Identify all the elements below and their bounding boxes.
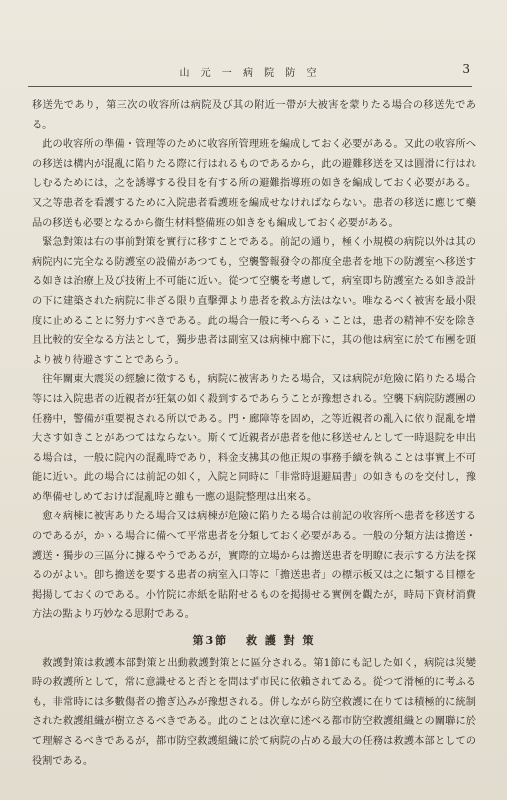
running-header	[28, 56, 472, 87]
section-heading	[32, 631, 476, 651]
paragraph: 緊急對策は右の事前對策を實行に移すことである。前記の通り，極く小規模の病院以外は其の病院内に完全なる防護室の設備があつても，空襲警報發令の都度全患者を地下の防護室へ移送する如きは治療上及び技術上不可能に近い。從つて空襲を考慮して，病室即ち防護室たる如き設計の下に建築された病院に非ざる限り直擊彈より患者を救ふ方法はない。唯なるべく被害を最小限度に止めることに努力すべきである。此の場合一般に考へらるゝことは，患者の精神不安を除き且比較的安全なる方法として，獨步患者は副室又は病棟中廊下に，其の他は病室に於て布團を頭より被り待避さすことであらう。	[32, 237, 476, 366]
paragraph: 移送先であり，第三次の收容所は病院及び其の附近一帶が大被害を蒙りたる場合の移送先である。	[32, 100, 476, 131]
page-number: 3	[462, 62, 470, 76]
paragraph: 救護對策は救護本部對策と出動救護對策とに區分される。第1節にも記した如く，病院は災變時の救護所として，常に意識せると否とを問はず市民に依賴されてゐる。從つて滑極的に考ふるも，非常時には多數傷者の擔ぎ込みが豫想される。併しながら防空救護に在りては積極的に統制された救護組織が樹立さるべきである。此のことは次章に述べる都市防空救護組織との關聯に於て理解さるべきであるが，都市防空救護組織に於て病院の占める最大の任務は救護本部としての役割である。	[32, 657, 476, 767]
section-title: 救 護 對 策	[246, 634, 316, 648]
body-text	[32, 96, 476, 771]
running-title: 山 元 一 病 院 防 空	[179, 68, 321, 79]
section-number: 第3節	[192, 634, 229, 648]
paragraph: 愈々病棟に被害ありたる場合又は病棟が危險に陷りたる場合は前記の收容所へ患者を移送するのであるが，かゝる場合に備へて平常患者を分類しておく必要がある。一般の分類方法は擔送・護送・獨步の三區分に據るやうであるが，實際的立場からは擔送患者を明瞭に表示する方法を探るのがよい。卽ち擔送を要する患者の病室入口等に「擔送患者」の標示板又は之に類する目標を掲揚しておくのである。小竹院に赤紙を貼附せるものを掲揚せる實例を觀たが，時局下資材消費方法の點より巧妙なる思附である。	[32, 511, 476, 621]
paragraph: 此の收容所の準備・管理等のために收容所管理班を編成しておく必要がある。又此の收容所への移送は構内が混亂に陷りたる際に行はれるものであるから，此の避難移送を又は圓滑に行はれしむるためには，之を誘導する役目を有する所の避難指導班の如きを編成しておく必要がある。又之等患者を看護するために入院患者看護班を編成せなければならない。患者の移送に應じて藥品の移送も必要となるから衞生材料整備班の如きをも編成しておく必要がある。	[32, 139, 476, 229]
paragraph: 往年關東大震災の經驗に徵するも，病院に被害ありたる場合，又は病院が危險に陷りたる場合等には入院患者の近親者が狂氣の如く殺到するであらうことが豫想される。空襲下病院防護團の任務中，警備が重要視される所以である。門・廊障等を固め，之等近親者の亂入に依り混亂を增大さす如きことがあつてはならない。斯くて近親者が患者を他に移送せんとして一時退院を申出る場合は，一般に院內の混亂時であり，料金支拂其の他正規の事務手續を執ることは事實上不可能に近い。此の場合には前記の如く，入院と同時に「非常時退避屆書」の如きものを交付し，豫め準備せしめておけば混亂時と雖も一應の退院整理は出來る。	[32, 374, 476, 503]
